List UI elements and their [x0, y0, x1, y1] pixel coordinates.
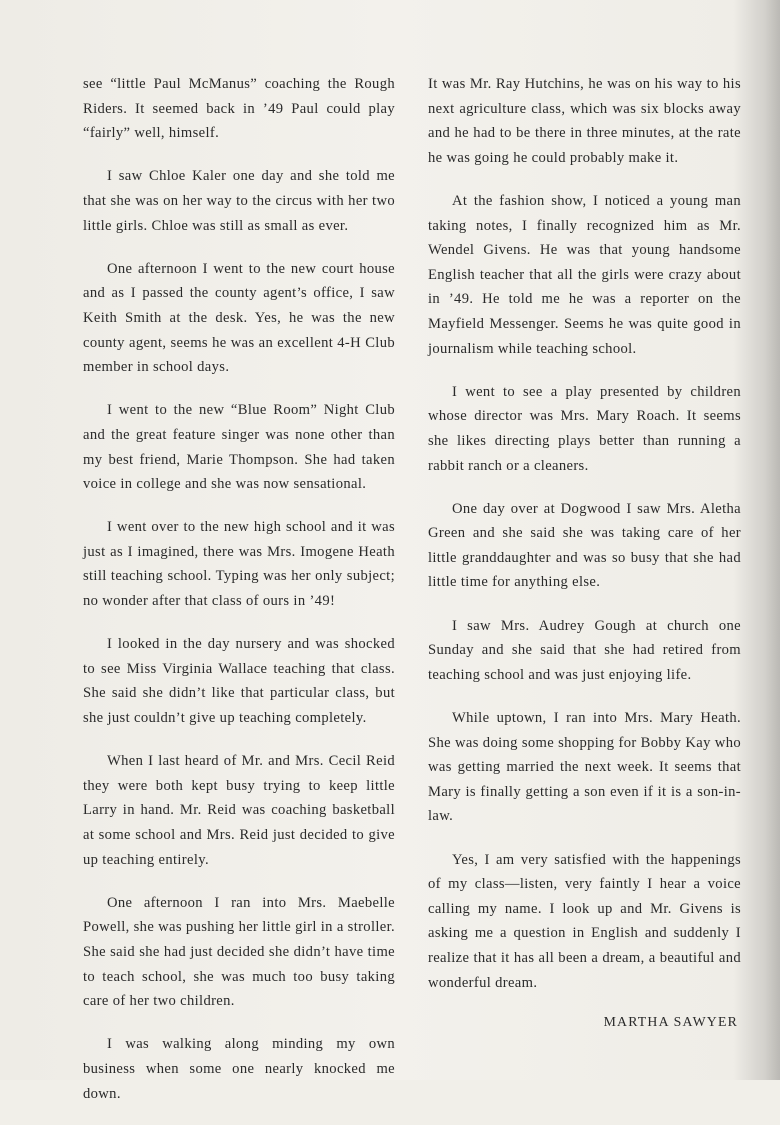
author-signature: MARTHA SAWYER: [603, 1013, 738, 1029]
left-column: [83, 72, 395, 1125]
paragraph: At the fashion show, I noticed a young man taking notes, I finally recognized him as Mr. Wendel Givens. He was that young handsome English teacher that all the girls were crazy about in ’49. He told me he was a reporter on the Mayfield Messenger. Seems he was quite good in journalism while teaching school.: [428, 192, 741, 357]
right-column: [428, 72, 741, 1034]
paragraph: One day over at Dogwood I saw Mrs. Aletha Green and she said she was taking care of her little granddaughter and was so busy that she had little time for anything else.: [428, 500, 741, 591]
paragraph: I saw Chloe Kaler one day and she told me that she was on her way to the circus with her two little girls. Chloe was still as small as ever.: [83, 168, 395, 234]
paragraph: I looked in the day nursery and was shocked to see Miss Virginia Wallace teaching that class. She said she didn’t like that particular class, but she just couldn’t give up teaching completely.: [83, 636, 395, 727]
page-edge-shadow: [764, 0, 780, 1080]
paragraph: I went to the new “Blue Room” Night Club and the great feature singer was none other than my best friend, Marie Thompson. She had taken voice in college and she was now sensational.: [83, 402, 395, 493]
paragraph: One afternoon I ran into Mrs. Maebelle Powell, she was pushing her little girl in a stroller. She said she had just decided she didn’t have time to teach school, she was much too busy taking care of her two children.: [83, 894, 395, 1010]
paragraph: I saw Mrs. Audrey Gough at church one Sunday and she said that she had retired from teaching school and was just enjoying life.: [428, 617, 741, 683]
paragraph: I was walking along minding my own business when some one nearly knocked me down.: [83, 1036, 395, 1102]
paragraph: I went to see a play presented by children whose director was Mrs. Mary Roach. It seems she likes directing plays better than running a rabbit ranch or a cleaners.: [428, 383, 741, 474]
paragraph: It was Mr. Ray Hutchins, he was on his way to his next agriculture class, which was six blocks away and he had to be there in three minutes, at the rate he was going he could probably make it.: [428, 76, 741, 166]
paragraph: While uptown, I ran into Mrs. Mary Heath. She was doing some shopping for Bobby Kay who was getting married the next week. It seems that Mary is finally getting a son even if it is a son-in-law.: [428, 710, 741, 825]
paragraph: When I last heard of Mr. and Mrs. Cecil Reid they were both kept busy trying to keep little Larry in hand. Mr. Reid was coaching basketball at some school and Mrs. Reid just decided to give up teaching entirely.: [83, 753, 395, 868]
paragraph: see “little Paul McManus” coaching the Rough Riders. It seemed back in ’49 Paul could play “fairly” well, himself.: [83, 76, 395, 142]
paragraph: Yes, I am very satisfied with the happenings of my class—listen, very faintly I hear a voice calling my name. I look up and Mr. Givens is asking me a question in English and suddenly I realize that it has all been a dream, a beautiful and wonderful dream.: [428, 851, 741, 991]
paragraph: One afternoon I went to the new court house and as I passed the county agent’s office, I saw Keith Smith at the desk. Yes, he was the new county agent, seems he was an excellent 4-H Club member in school days.: [83, 260, 395, 376]
paragraph: I went over to the new high school and it was just as I imagined, there was Mrs. Imogene Heath still teaching school. Typing was her only subject; no wonder after that class of ours in ’49!: [83, 519, 395, 610]
